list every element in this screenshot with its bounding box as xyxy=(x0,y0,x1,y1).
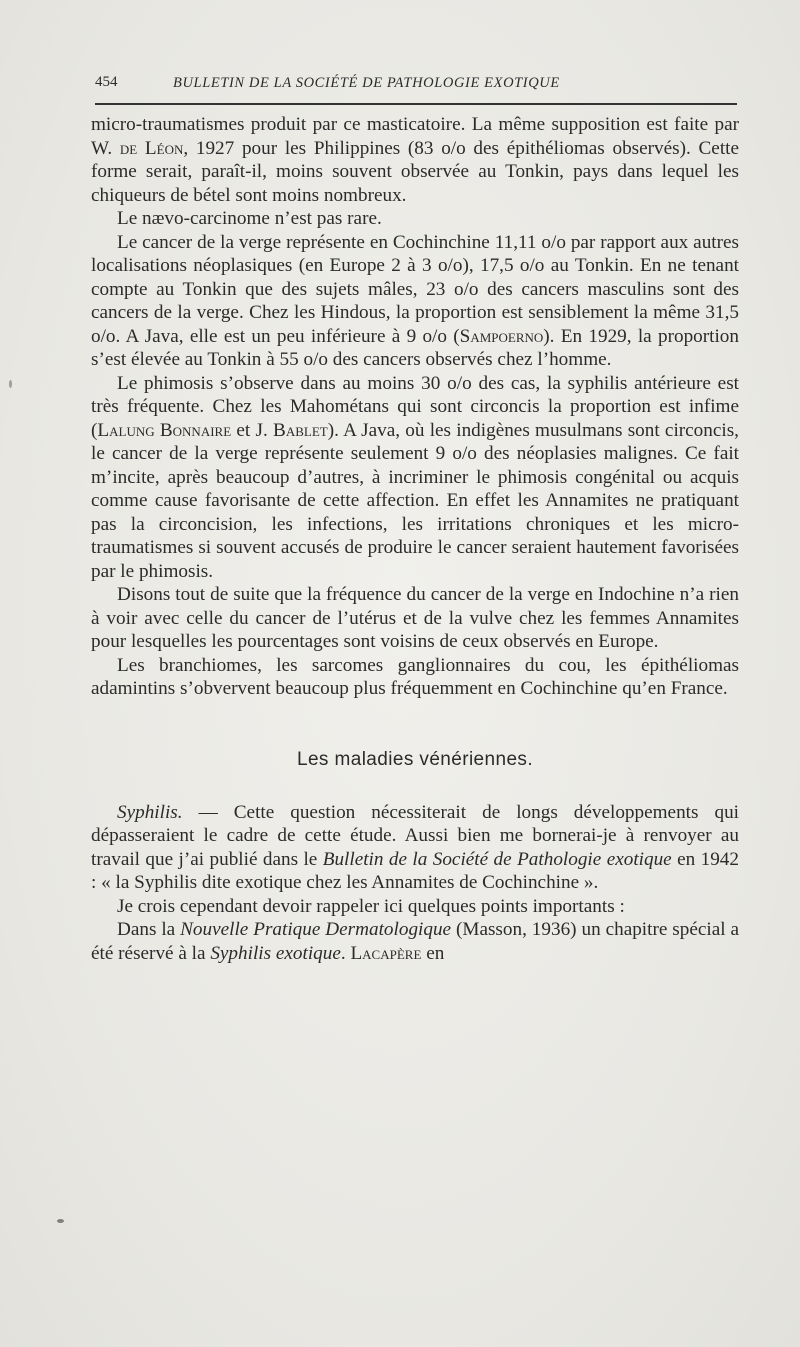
book-title: Nouvelle Pratique Dermatologique xyxy=(180,919,452,940)
section-paragraph-3-text-d: en xyxy=(421,942,445,964)
author-name-lacapere: Lacapère xyxy=(350,942,422,964)
section-paragraph-1-text-b: en 1942 : « la Syphilis dite exotique chez les Annamites de Cochinchine ». xyxy=(91,848,739,893)
author-name-de-leon: de Léon xyxy=(119,137,184,159)
print-speck xyxy=(57,1219,64,1223)
running-title: BULLETIN DE LA SOCIÉTÉ DE PATHOLOGIE EXOTIQUE xyxy=(173,75,560,91)
paragraph-1 xyxy=(91,113,739,207)
author-name-bablet: Bablet xyxy=(273,419,328,441)
syphilis-label: Syphilis. xyxy=(117,801,183,823)
paragraph-4-text-a: Le phimosis s’observe dans au moins 30 o/o des cas, la syphilis antérieure est très fréquente. Chez les Mahométans qui sont circoncis la proportion est infime ( xyxy=(91,372,739,441)
paragraph-6: Les branchiomes, les sarcomes ganglionnaires du cou, les épithéliomas adamintins s’obvervent beaucoup plus fréquemment en Cochinchine qu’en France. xyxy=(91,654,739,699)
paragraph-2: Le nævo-carcinome n’est pas rare. xyxy=(117,208,382,229)
paragraph-5: Disons tout de suite que la fréquence du cancer de la verge en Indochine n’a rien à voir avec celle du cancer de l’utérus et de la vulve chez les femmes Annamites pour lesquelles les pourcentages sont voisins de ceux observés en Europe. xyxy=(91,584,739,652)
author-name-sampoerno: Sampoerno xyxy=(459,325,544,347)
journal-title: Bulletin de la Société de Pathologie exotique xyxy=(322,848,672,870)
paragraph-3-text-b: ). En 1929, la proportion s’est élevée au Tonkin à 55 o/o des cancers observés chez l’homme. xyxy=(91,325,739,370)
section-title: Les maladies vénériennes. xyxy=(296,748,534,770)
print-speck xyxy=(9,380,12,388)
paragraph-4 xyxy=(91,372,739,584)
syphilis-exotique-term: Syphilis exotique xyxy=(210,942,341,964)
body-text xyxy=(91,113,739,965)
paragraph-3-text-a: Le cancer de la verge représente en Cochinchine 11,11 o/o par rapport aux autres localisations néoplasiques (en Europe 2 à 3 o/o), 17,5 o/o au Tonkin. En ne tenant compte au Tonkin que des sujets mâles, 23 o/o des cancers masculins sont des cancers de la verge. Chez les Hindous, la proportion est sensiblement la même 31,5 o/o. A Java, elle est un peu inférieure à 9 o/o ( xyxy=(91,231,739,347)
section-paragraph-1 xyxy=(91,801,739,895)
author-name-lalung-bonnaire: Lalung Bonnaire xyxy=(97,419,232,441)
paragraph-1-text-a: micro-traumatismes produit par ce masticatoire. La même supposition est faite par W. xyxy=(91,114,739,159)
section-paragraph-1-text-a: — Cette question nécessiterait de longs développements qui dépasseraient le cadre de cette étude. Aussi bien me bornerai-je à renvoyer au travail que j’ai publié dans le xyxy=(91,801,739,870)
paragraph-4-text-b: ). A Java, où les indigènes musulmans sont circoncis, le cancer de la verge représente seulement 9 o/o des néoplasies malignes. Ce fait m’incite, après beaucoup d’autres, à incriminer le phimosis congénital ou acquis comme cause favorisante de cette affection. En effet les Annamites ne pratiquant pas la circoncision, les infections, les irritations chroniques et les micro-traumatismes si souvent accusés de produire le cancer seraient hautement favorisées par le phimosis. xyxy=(91,419,739,582)
section-paragraph-2: Je crois cependant devoir rappeler ici quelques points importants : xyxy=(117,895,625,917)
paragraph-3 xyxy=(91,231,739,372)
section-paragraph-3 xyxy=(91,918,739,965)
header-rule xyxy=(95,103,737,105)
print-speck xyxy=(668,268,672,272)
page-header xyxy=(95,74,735,98)
section-paragraph-3-text-c: . xyxy=(340,942,351,964)
paragraph-1-text-b: , 1927 pour les Philippines (83 o/o des épithéliomas observés). Cette forme serait, paraît-il, moins souvent observée au Tonkin, pays dans lequel les chiqueurs de bétel sont moins nombreux. xyxy=(91,137,740,206)
section-paragraph-3-text-a: Dans la xyxy=(117,919,181,940)
section-paragraph-3-text-b: (Masson, 1936) un chapitre spécial a été réservé à la xyxy=(91,919,739,964)
page-number: 454 xyxy=(95,74,118,90)
paragraph-4-text-mid: et J. xyxy=(231,419,274,441)
